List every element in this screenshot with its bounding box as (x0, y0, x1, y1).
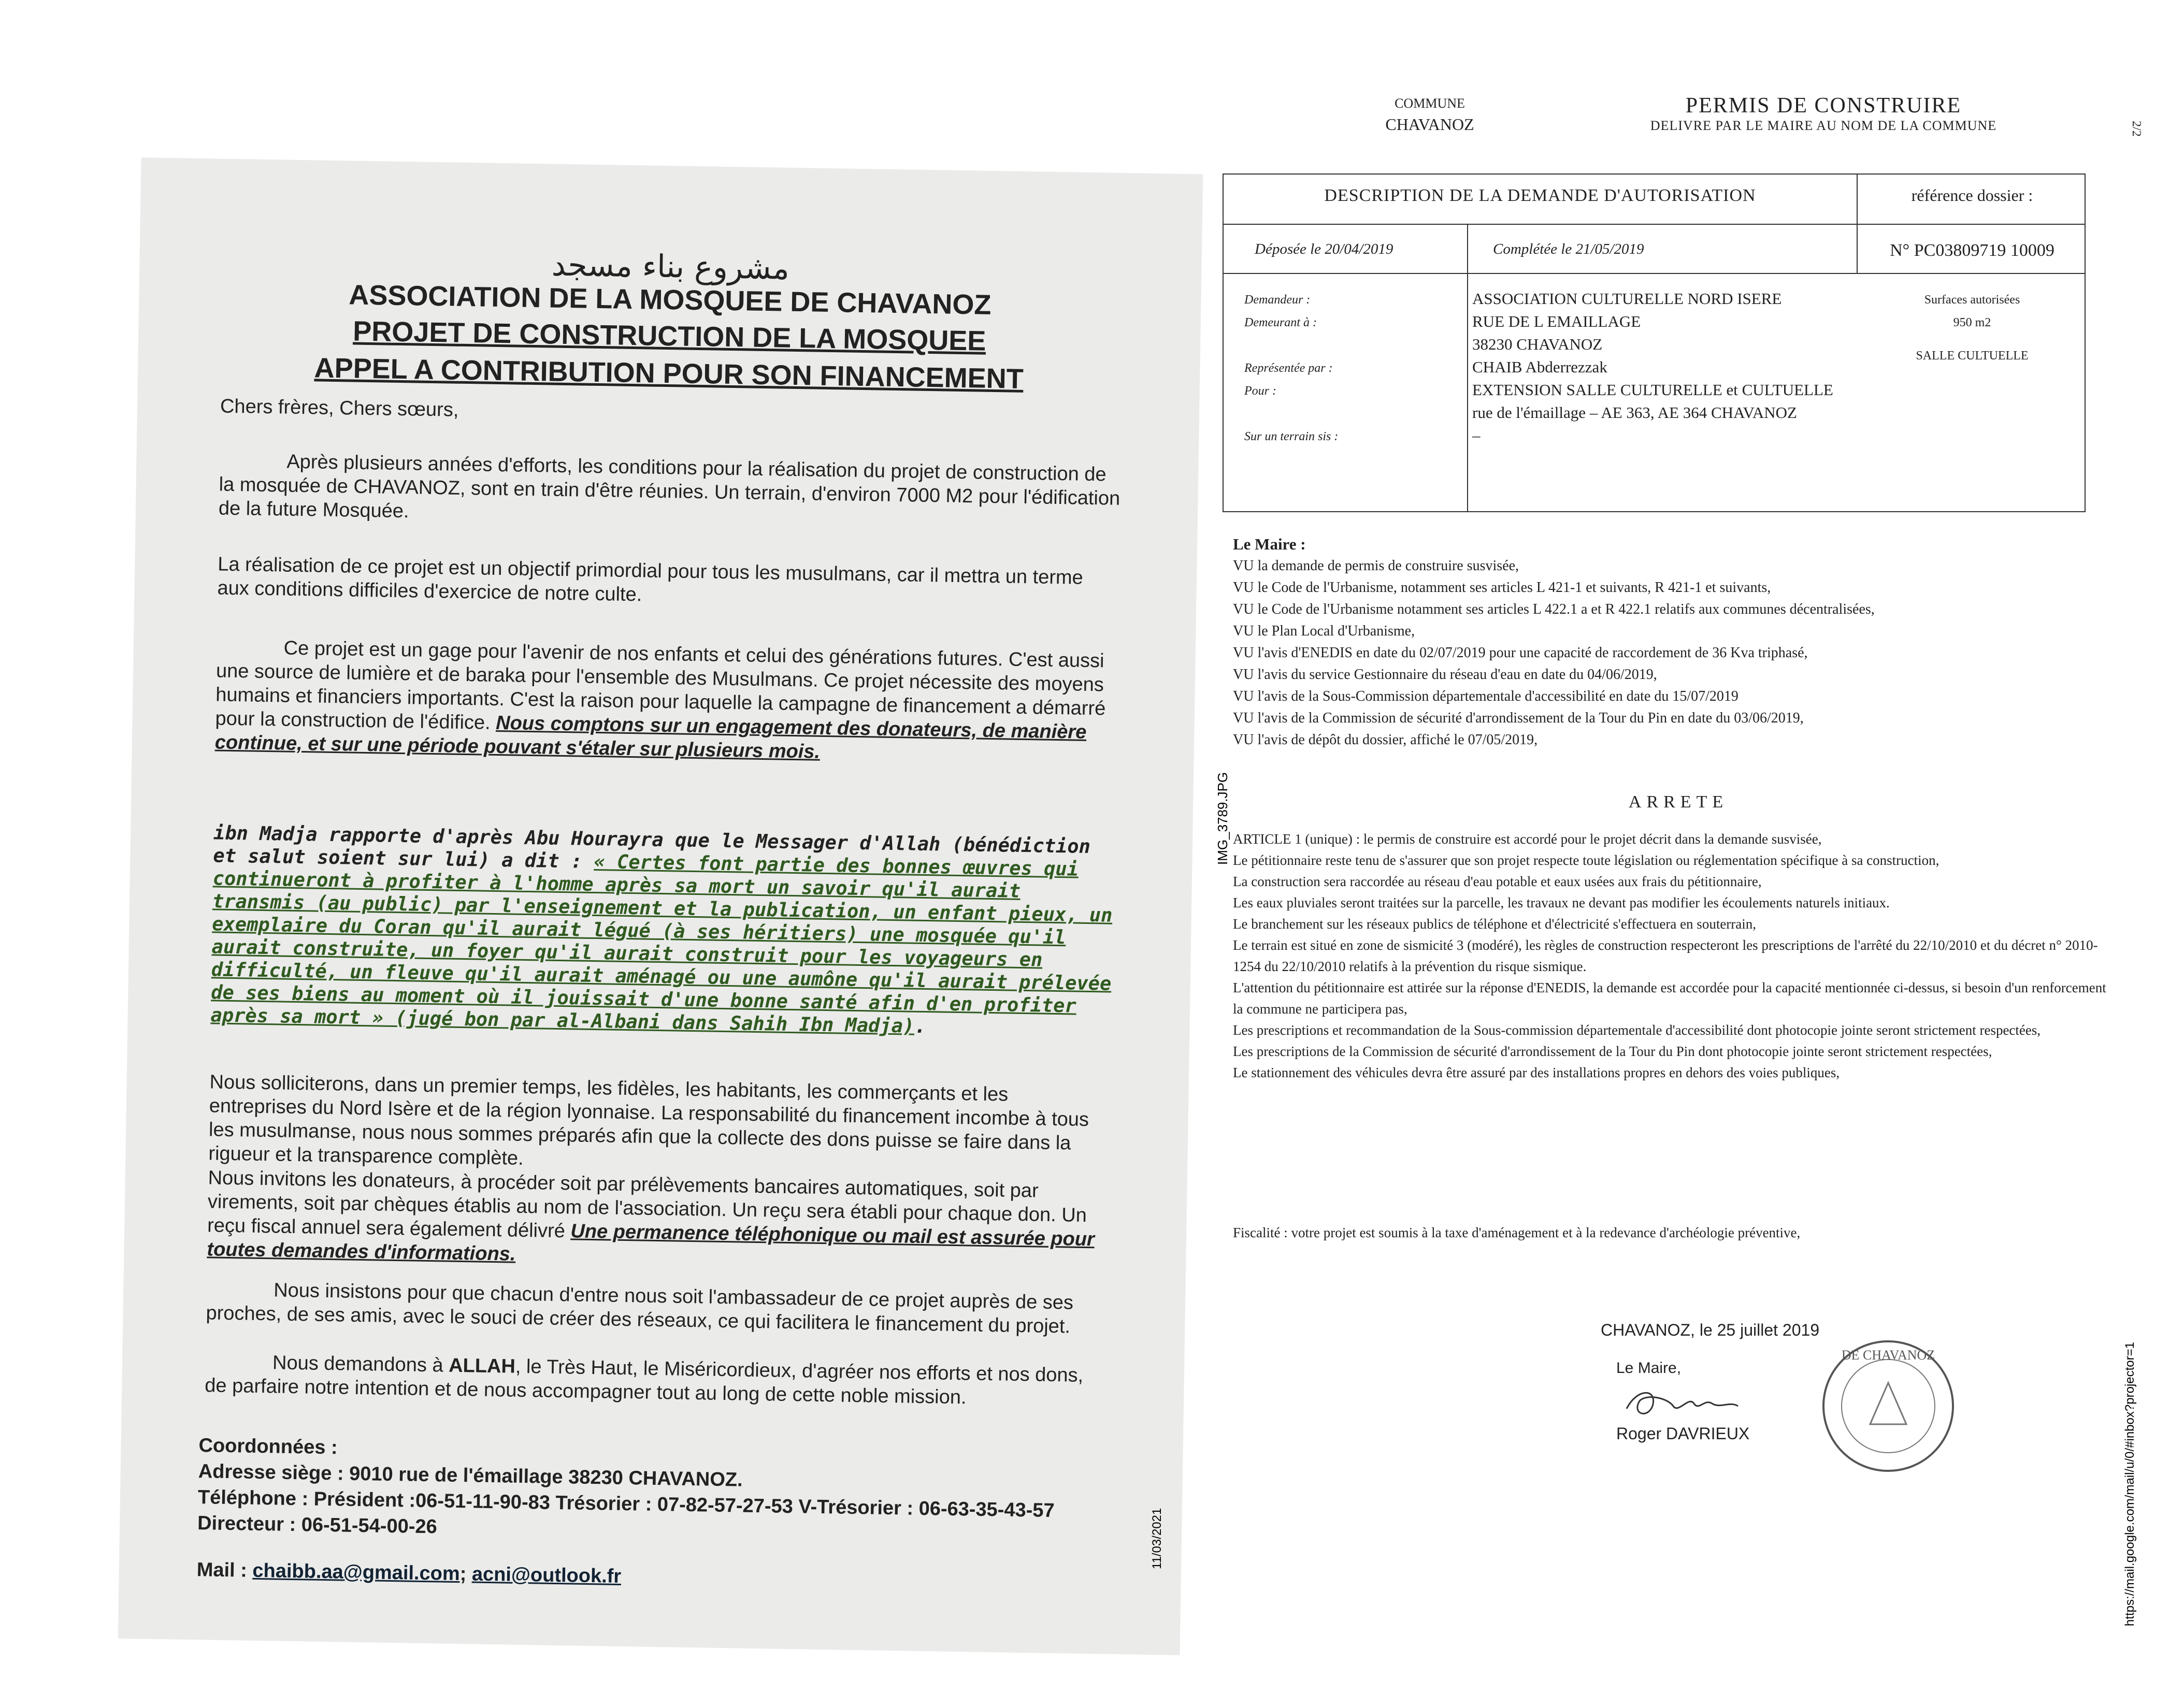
vu-item: VU l'avis du service Gestionnaire du réseau d'eau en date du 04/06/2019, (1233, 667, 1657, 683)
handwritten-signature-icon (1616, 1378, 1751, 1424)
application-description-box (1223, 173, 2086, 512)
value-purpose: EXTENSION SALLE CULTURELLE et CULTUELLE (1472, 381, 1833, 399)
article-item: Le stationnement des véhicules devra être assuré par des installations propres en dehors des voies publiques, (1233, 1065, 1840, 1080)
letter-salutation: Chers frères, Chers sœurs, (220, 395, 459, 421)
mayor-label: Le Maire : (1233, 535, 1306, 553)
article-item: Les prescriptions de la Commission de sécurité d'arrondissement de la Tour du Pin dont photocopie jointe seront strictement respectées, (1233, 1044, 1992, 1059)
value-land-dash: – (1472, 426, 1481, 444)
hadith-end: . (914, 1015, 926, 1038)
article-item: Les prescriptions et recommandation de la Sous-commission départementale d'accessibilité dont photocopie jointe seront strictement respectées, (1233, 1022, 2041, 1038)
mail-link-2[interactable]: acni@outlook.fr (471, 1563, 622, 1587)
article-item: La construction sera raccordée au réseau d'eau potable et eaux usées aux frais du pétitionnaire, (1233, 874, 1762, 889)
mail-link-1[interactable]: chaibb.aa@gmail.com (252, 1559, 461, 1585)
fiscal-note (1233, 1225, 2108, 1241)
letter-paragraph-4: Nous solliciterons, dans un premier temps, les fidèles, les habitants, les commerçants et les entreprises du Nord Isère et de la région lyonnaise. La responsabilité du financement incombe à tous les musulmanse, nous nous sommes préparés afin que la collecte des dons puisse se faire dans la rigueur et la transparence complète. (208, 1071, 1089, 1169)
source-url[interactable]: https://mail.google.com/mail/u/0/#inbox?projector=1 (2123, 1342, 2137, 1626)
article-1 (1233, 829, 2108, 1083)
letter-paragraph-5-text: Nous invitons les donateurs, à procéder soit par prélèvements bancaires automatiques, soit par virements, soit par chèques établis au nom de l'association. Un reçu sera établi pour chaque don. Un reçu fiscal annuel sera également délivré (207, 1167, 1087, 1242)
article-label: ARTICLE 1 (unique) : (1233, 831, 1360, 847)
phone-numbers: Président :06-51-11-90-83 Trésorier : 07-82-57-27-53 V-Trésorier : 06-63-35-43-57 (313, 1488, 1055, 1522)
commune-name: CHAVANOZ (1385, 115, 1474, 134)
letter-paragraph-5-emphasis: Une permanence téléphonique ou mail est assurée pour toutes demandes d'informations. (207, 1220, 1095, 1265)
letter-paragraph-3 (215, 635, 1118, 768)
vu-item: VU l'avis de la Sous-Commission départementale d'accessibilité en date du 15/07/2019 (1233, 688, 1738, 704)
contact-director: Directeur : 06-51-54-00-26 (197, 1512, 438, 1538)
signature-place-date: CHAVANOZ, le 25 juillet 2019 (1601, 1321, 1820, 1339)
permit-title: PERMIS DE CONSTRUIRE (1685, 94, 1962, 118)
article-text: le permis de construire est accordé pour le projet décrit dans la demande susvisée, (1363, 831, 1822, 847)
label-applicant: Demandeur : (1244, 293, 1311, 307)
hadith-quote: « Certes font partie des bonnes œuvres qui continueront à profiter à l'homme après sa mort un savoir qu'il aurait transmis (au public) par l'enseignement et la publication, un enfant pieux, un exemplaire du Coran qu'il aurait légué (à ses héritiers) une mosquée qu'il aurait construite, un foyer qu'il aurait construit pour les voyageurs en difficulté, un fleuve qu'il aurait aménagé ou une aumône qu'il aurait prélevée de ses biens au moment où il jouissait d'une bonne santé afin d'en profiter après sa mort » (jugé bon par al-Albani dans Sahih Ibn Madja) (210, 850, 1113, 1037)
commune-header (1362, 93, 1497, 135)
article-first-line (1233, 829, 2108, 850)
letter-title-appeal: APPEL A CONTRIBUTION POUR SON FINANCEMENT (314, 352, 1024, 395)
reference-label: référence dossier : (1911, 186, 2033, 205)
surfaces-label: Surfaces autorisées (1924, 293, 2020, 307)
description-title: DESCRIPTION DE LA DEMANDE D'AUTORISATION (1324, 186, 1756, 205)
article-item: L'attention du pétitionnaire est attirée sur la réponse d'ENEDIS, la demande est accordée pour la capacité mentionnée ci-dessus, si besoin d'un renforcement la commune ne participera pas, (1233, 980, 2106, 1017)
mail-separator: ; (459, 1563, 472, 1585)
box-divider (1467, 224, 1468, 511)
image-filename: IMG_3789.JPG (1215, 772, 1230, 865)
article-item: Les eaux pluviales seront traitées sur la parcelle, les travaux ne devant pas modifier les écoulements naturels initiaux. (1233, 895, 1890, 910)
label-represented: Représentée par : (1244, 361, 1333, 375)
vu-item: VU l'avis de la Commission de sécurité d'arrondissement de la Tour du Pin en date du 03/06/2019, (1233, 710, 1804, 726)
vu-item: VU le Plan Local d'Urbanisme, (1233, 623, 1415, 639)
letter-paragraph-2: La réalisation de ce projet est un objectif primordial pour tous les musulmans, car il mettra un terme aux conditions difficiles d'exercice de notre culte. (217, 553, 1084, 606)
building-permit (1207, 78, 2150, 1642)
hadith-block (210, 821, 1115, 1040)
contact-address: Adresse siège : 9010 rue de l'émaillage 38230 CHAVANOZ. (198, 1460, 743, 1491)
mairie-seal-icon (1818, 1336, 1958, 1476)
value-land: rue de l'émaillage – AE 363, AE 364 CHAVANOZ (1472, 403, 1797, 422)
surfaces-type: SALLE CULTUELLE (1916, 349, 2029, 363)
letter-paragraph-5 (207, 1166, 1110, 1275)
fiscal-text: : votre projet est soumis à la taxe d'aménagement et à la redevance d'archéologie préventive, (1280, 1225, 1801, 1240)
mayor-considerations (1233, 533, 2103, 751)
value-street: RUE DE L EMAILLAGE (1472, 312, 1641, 330)
vu-item: VU le Code de l'Urbanisme, notamment ses articles L 421-1 et suivants, R 421-1 et suivants, (1233, 580, 1771, 596)
print-date: 11/03/2021 (1150, 1508, 1164, 1569)
value-city: 38230 CHAVANOZ (1472, 335, 1603, 353)
reference-number: N° PC03809719 10009 (1890, 241, 2054, 260)
letter-paragraph-7 (205, 1350, 1107, 1411)
letter-paragraph-3-text: Ce projet est un gage pour l'avenir de nos enfants et celui des générations futures. C'est aussi une source de lumière et de baraka pour l'ensemble des Musulmans. Ce projet nécessite des moyens humains et financiers importants. C'est la raison pour laquelle la campagne de financement a démarré pour la construction de l'édifice. (215, 637, 1106, 734)
deposited-date: Déposée le 20/04/2019 (1255, 241, 1393, 257)
authorized-surfaces (1866, 288, 2078, 367)
vu-item: VU l'avis d'ENEDIS en date du 02/07/2019 pour une capacité de raccordement de 36 Kva triphasé, (1233, 645, 1808, 661)
letter-title-project: PROJET DE CONSTRUCTION DE LA MOSQUEE (352, 315, 986, 357)
vu-item: VU l'avis de dépôt du dossier, affiché le 07/05/2019, (1233, 732, 1538, 748)
fiscal-label: Fiscalité (1233, 1225, 1281, 1240)
vu-item: VU le Code de l'Urbanisme notamment ses articles L 422.1 a et R 422.1 relatifs aux communes décentralisées, (1233, 601, 1875, 617)
mail-label: Mail : (196, 1559, 253, 1582)
article-item: Le branchement sur les réseaux publics de téléphone et d'électricité s'effectuera en souterrain, (1233, 916, 1757, 932)
permit-subtitle: DELIVRE PAR LE MAIRE AU NOM DE LA COMMUNE (1650, 118, 1997, 133)
letter-allah: ALLAH (448, 1354, 516, 1378)
contact-mail (196, 1557, 1119, 1597)
mosque-appeal-letter (118, 157, 1203, 1655)
contacts-label: Coordonnées : (198, 1435, 338, 1459)
signature-role: Le Maire, (1616, 1359, 1682, 1377)
letter-paragraph-7-before: Nous demandons à (272, 1352, 449, 1377)
label-for: Pour : (1244, 384, 1276, 398)
phone-label: Téléphone : (197, 1486, 314, 1510)
letter-paragraph-6: Nous insistons pour que chacun d'entre nous soit l'ambassadeur de ce projet auprès de ses proches, de ses amis, avec le souci de créer des réseaux, ce qui facilitera le financement du projet. (206, 1279, 1074, 1338)
letter-paragraph-1: Après plusieurs années d'efforts, les conditions pour la réalisation du projet de construction de la mosquée de CHAVANOZ, sont en train d'être réunies. Un terrain, d'environ 7000 M2 pour l'édification de la future Mosquée. (218, 451, 1120, 523)
box-divider (1224, 224, 2085, 225)
seal-text: DE CHAVANOZ (1841, 1348, 1935, 1363)
signature-name: Roger DAVRIEUX (1616, 1424, 1750, 1443)
arrete-heading: ARRETE (1628, 792, 1729, 812)
letter-title-association: ASSOCIATION DE LA MOSQUEE DE CHAVANOZ (348, 279, 992, 321)
value-applicant: ASSOCIATION CULTURELLE NORD ISERE (1472, 290, 1782, 308)
label-land: Sur un terrain sis : (1244, 430, 1339, 443)
letter-paragraph-7-after: , le Très Haut, le Miséricordieux, d'agréer nos efforts et nos dons, de parfaire notre intention et de nous accompagner tout au long de cette noble mission. (205, 1355, 1084, 1409)
field-values (1472, 287, 1856, 447)
vu-item: VU la demande de permis de construire susvisée, (1233, 558, 1519, 574)
arabic-title: مشروع بناء مسجد (551, 247, 790, 287)
label-residing: Demeurant à : (1244, 316, 1317, 329)
surfaces-value: 950 m2 (1953, 316, 1991, 329)
article-item: Le pétitionnaire reste tenu de s'assurer que son projet respecte toute législation ou réglementation spécifique à sa construction, (1233, 852, 1939, 868)
value-representative: CHAIB Abderrezzak (1472, 358, 1607, 376)
completed-date: Complétée le 21/05/2019 (1493, 241, 1644, 257)
article-item: Le terrain est situé en zone de sismicité 3 (modéré), les règles de construction respecteront les prescriptions de l'arrêté du 22/10/2010 et du décret n° 2010-1254 du 22/10/2010 relatifs à la prévention du risque sismique. (1233, 937, 2098, 974)
letter-paragraph-3-emphasis: Nous comptons sur un engagement des donateurs, de manière continue, et sur une période pouvant s'étaler sur plusieurs mois. (214, 712, 1087, 763)
page-number: 2/2 (2129, 121, 2143, 137)
hadith-intro: ibn Madja rapporte d'après Abu Hourayra que le Messager d'Allah (bénédiction et salut soient sur lui) a dit : (213, 821, 1091, 873)
contact-block (196, 1433, 1120, 1597)
permit-header (1590, 93, 2057, 134)
commune-label: COMMUNE (1395, 96, 1465, 111)
field-labels (1244, 288, 1338, 448)
box-divider (1224, 273, 2085, 274)
